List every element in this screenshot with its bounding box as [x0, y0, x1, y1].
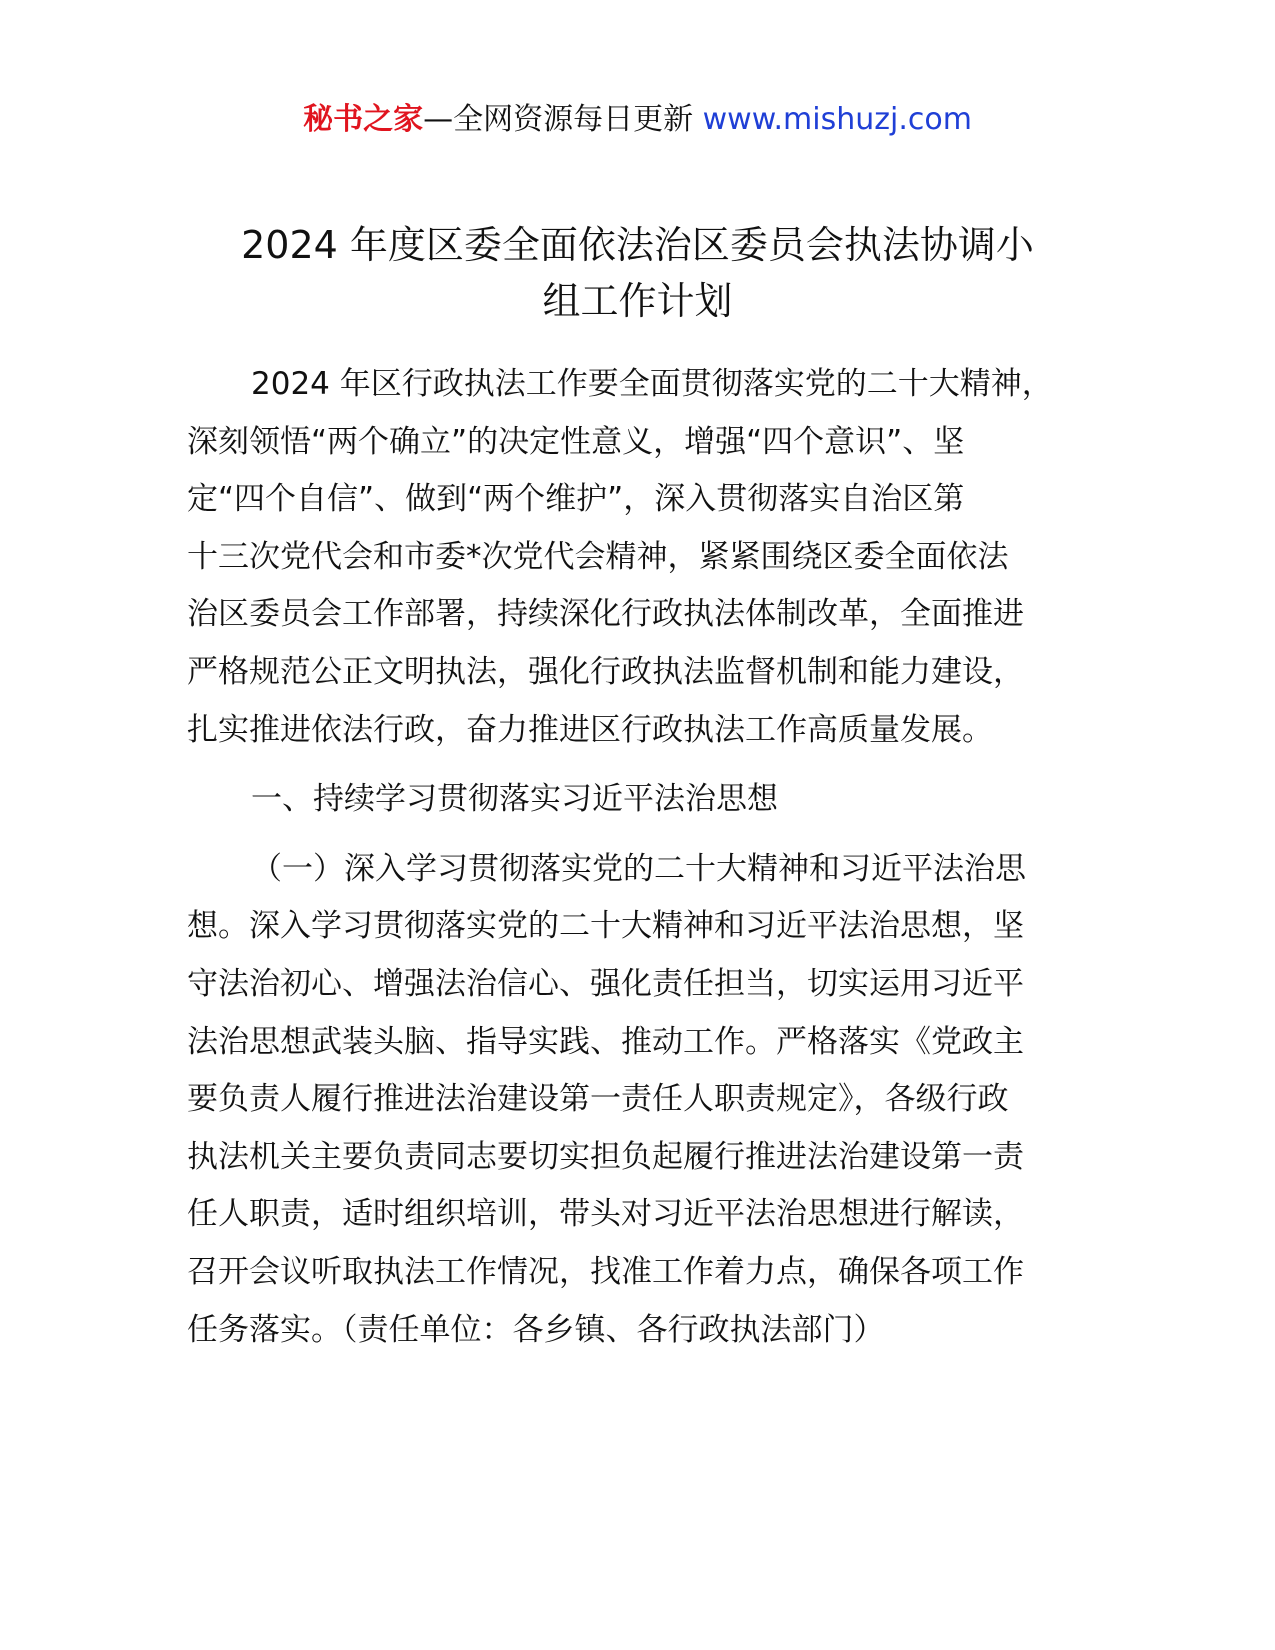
- site-brand: 秘书之家: [303, 102, 424, 137]
- subsection-paragraph: [187, 841, 1087, 1359]
- paragraph-line: 扎实推进依法行政，奋力推进区行政执法工作高质量发展。: [187, 711, 993, 748]
- site-url-link[interactable]: www.mishuzj.com: [702, 102, 972, 137]
- intro-paragraph: [187, 356, 1087, 759]
- paragraph-gap: [187, 829, 1087, 841]
- section-heading: 一、持续学习贯彻落实习近平法治思想: [251, 781, 778, 818]
- site-tagline: —全网资源每日更新: [423, 102, 703, 137]
- paragraph-line: 执法机关主要负责同志要切实担负起履行推进法治建设第一责: [187, 1138, 1024, 1175]
- paragraph-line: 守法治初心、增强法治信心、强化责任担当，切实运用习近平: [187, 965, 1024, 1002]
- paragraph-line: 十三次党代会和市委*次党代会精神，紧紧围绕区委全面依法: [187, 538, 1009, 575]
- paragraph-line: （一）深入学习贯彻落实党的二十大精神和习近平法治思: [251, 850, 1026, 887]
- document-title: [160, 217, 1115, 329]
- paragraph-line: 2024 年区行政执法工作要全面贯彻落实党的二十大精神，: [251, 366, 1053, 402]
- title-line-1: 2024 年度区委全面依法治区委员会执法协调小: [241, 223, 1034, 267]
- paragraph-line: 任人职责，适时组织培训，带头对习近平法治思想进行解读，: [187, 1196, 1024, 1233]
- document-body: [187, 356, 1087, 1359]
- paragraph-line: 任务落实。（责任单位：各乡镇、各行政执法部门）: [187, 1311, 885, 1348]
- paragraph-line: 法治思想武装头脑、指导实践、推动工作。严格落实《党政主: [187, 1023, 1024, 1060]
- paragraph-line: 召开会议听取执法工作情况，找准工作着力点，确保各项工作: [187, 1253, 1024, 1290]
- paragraph-line: 深刻领悟“两个确立”的决定性意义，增强“四个意识”、坚: [187, 423, 965, 460]
- paragraph-gap: [187, 759, 1087, 771]
- paragraph-line: 想。深入学习贯彻落实党的二十大精神和习近平法治思想，坚: [187, 908, 1024, 945]
- paragraph-line: 治区委员会工作部署，持续深化行政执法体制改革，全面推进: [187, 596, 1024, 633]
- paragraph-line: 定“四个自信”、做到“两个维护”，深入贯彻落实自治区第: [187, 481, 965, 518]
- title-line-2: 组工作计划: [542, 279, 733, 323]
- paragraph-line: 严格规范公正文明执法，强化行政执法监督机制和能力建设，: [187, 653, 1024, 690]
- paragraph-line: 要负责人履行推进法治建设第一责任人职责规定》，各级行政: [187, 1081, 1009, 1118]
- site-header: [0, 100, 1275, 140]
